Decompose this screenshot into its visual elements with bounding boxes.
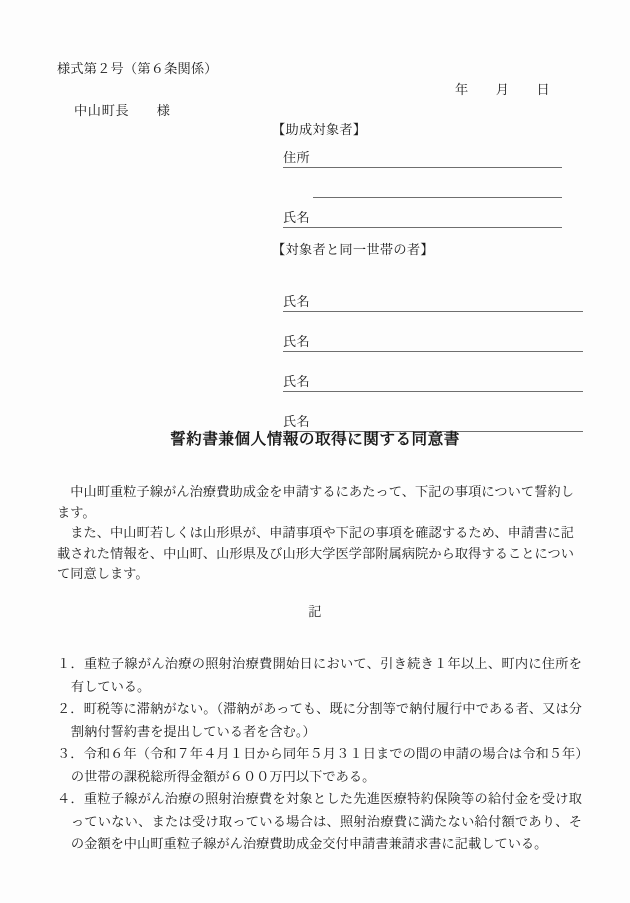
address-field-row[interactable] xyxy=(283,148,562,168)
household-member-name-label: 氏名 xyxy=(283,413,310,429)
conditions-list xyxy=(57,653,582,856)
intro-paragraph: 中山町重粒子線がん治療費助成金を申請するにあたって、下記の事項について誓約します。 xyxy=(57,484,574,520)
household-member-name-label: 氏名 xyxy=(283,333,310,349)
household-member-name-row[interactable] xyxy=(283,412,583,432)
intro-paragraph: また、中山町若しくは山形県が、申請事項や下記の事項を確認するため、申請書に記載された情報を、中山町、山形県及び山形大学医学部附属病院から取得することについて同意します。 xyxy=(57,525,574,582)
document-title: 誓約書兼個人情報の取得に関する同意書 xyxy=(170,431,460,448)
form-number: 様式第２号（第６条関係） xyxy=(57,61,218,76)
ki-marker: 記 xyxy=(308,604,322,619)
condition-item: ３．令和６年（令和７年４月１日から同年５月３１日までの間の申請の場合は令和５年）の世帯の課税総所得金額が６００万円以下である。 xyxy=(57,746,582,784)
household-member-name-row[interactable] xyxy=(283,372,583,392)
condition-item: １．重粒子線がん治療の照射治療費開始日において、引き続き１年以上、町内に住所を有している。 xyxy=(57,656,582,694)
condition-item: ４．重粒子線がん治療の照射治療費を対象とした先進医療特約保険等の給付金を受け取っていない、または受け取っている場合は、照射治療費に満たない給付額であり、その金額を中山町重粒子線がん治療費助成金交付申請書兼請求書に記載している。 xyxy=(57,791,582,851)
applicant-name-field-label: 氏名 xyxy=(283,209,310,225)
addressee: 中山町長 様 xyxy=(74,103,171,118)
household-section-heading: 【対象者と同一世帯の者】 xyxy=(272,242,434,257)
intro-paragraphs xyxy=(57,482,574,585)
recipient-section-heading: 【助成対象者】 xyxy=(272,122,367,137)
household-member-name-row[interactable] xyxy=(283,332,583,352)
household-member-name-row[interactable] xyxy=(283,292,583,312)
address-field-label: 住所 xyxy=(283,149,310,165)
condition-item: ２．町税等に滞納がない。（滞納があっても、既に分割等で納付履行中である者、又は分割納付誓約書を提出している者を含む。） xyxy=(57,701,582,739)
household-member-name-label: 氏名 xyxy=(283,293,310,309)
address-field-row-continued[interactable] xyxy=(313,178,562,198)
household-member-name-label: 氏名 xyxy=(283,373,310,389)
date-line: 年 月 日 xyxy=(455,82,551,97)
applicant-name-field-row[interactable] xyxy=(283,208,562,228)
